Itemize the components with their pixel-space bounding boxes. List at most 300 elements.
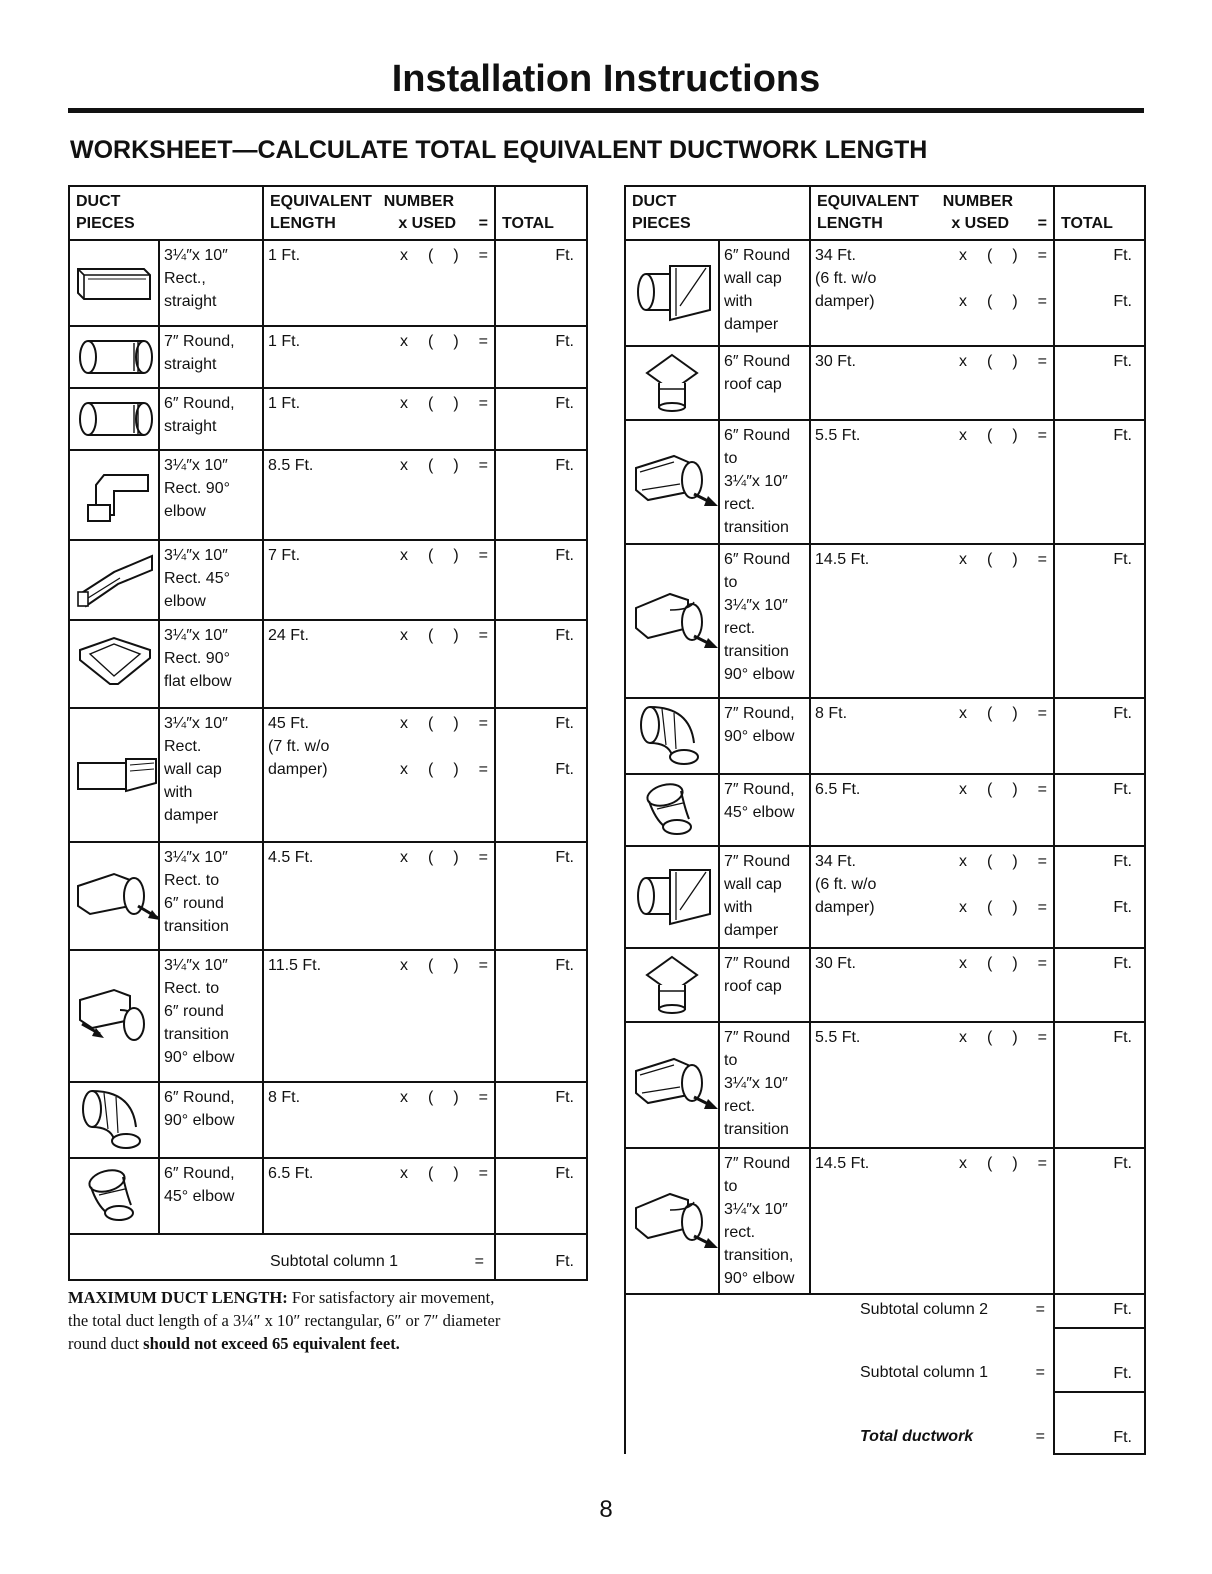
piece-icon-cell bbox=[625, 1148, 719, 1294]
equals-sign: = bbox=[478, 627, 488, 644]
total-cell[interactable] bbox=[1054, 846, 1145, 948]
paren-open: ( bbox=[428, 849, 434, 866]
total-cell[interactable] bbox=[495, 240, 587, 326]
total-cell[interactable] bbox=[495, 450, 587, 540]
paren-open: ( bbox=[428, 247, 434, 264]
equals-sign: = bbox=[478, 1165, 488, 1182]
subtotal-line bbox=[630, 1361, 1049, 1384]
subtotal-label-cell bbox=[625, 1328, 1054, 1392]
equivalent-length: 5.5 Ft. bbox=[815, 427, 861, 444]
description-line: to bbox=[724, 574, 738, 591]
equivalent-length-cell bbox=[263, 1158, 495, 1234]
description-line: 45° elbow bbox=[724, 804, 795, 821]
round-to-rect-transition-elbow-icon bbox=[630, 1188, 714, 1254]
spacer bbox=[1059, 873, 1132, 896]
description-line: Rect. bbox=[164, 738, 202, 755]
times-sign: x bbox=[400, 333, 408, 350]
piece-description bbox=[719, 1022, 810, 1148]
total-unit: Ft. bbox=[555, 849, 574, 866]
total-unit: Ft. bbox=[1113, 853, 1132, 870]
piece-icon-cell bbox=[69, 620, 159, 708]
total-cell[interactable] bbox=[1054, 346, 1145, 420]
used-blank[interactable] bbox=[400, 244, 490, 267]
piece-description bbox=[719, 544, 810, 698]
times-sign: x bbox=[959, 705, 967, 722]
description-line: wall cap bbox=[724, 876, 782, 893]
paren-close: ) bbox=[1012, 1029, 1018, 1046]
equals-sign: = bbox=[478, 395, 488, 412]
header-total: TOTAL bbox=[495, 186, 587, 240]
header-duct: DUCT bbox=[76, 193, 121, 210]
description-line: 6″ Round bbox=[724, 353, 791, 370]
total-unit: Ft. bbox=[555, 1165, 574, 1182]
description-line: straight bbox=[164, 356, 217, 373]
total-cell[interactable] bbox=[1054, 1022, 1145, 1148]
length-line bbox=[815, 350, 1049, 373]
paren-open: ( bbox=[987, 781, 993, 798]
paren-open: ( bbox=[987, 1155, 993, 1172]
description-line: 90° elbow bbox=[724, 728, 795, 745]
equivalent-length-cell bbox=[263, 540, 495, 620]
header-equals: = bbox=[1037, 215, 1047, 232]
paren-open: ( bbox=[987, 705, 993, 722]
total-ductwork-label: Total ductwork bbox=[860, 1428, 974, 1445]
equals-sign: = bbox=[1037, 247, 1047, 264]
paren-open: ( bbox=[428, 715, 434, 732]
piece-description bbox=[159, 1082, 263, 1158]
total-cell[interactable] bbox=[1054, 420, 1145, 544]
description-line: with bbox=[724, 899, 753, 916]
total-unit: Ft. bbox=[555, 1089, 574, 1106]
description-line: to bbox=[724, 450, 738, 467]
total-unit: Ft. bbox=[555, 627, 574, 644]
duct-piece-row bbox=[625, 1148, 1145, 1294]
total-cell[interactable] bbox=[1054, 240, 1145, 346]
description-line: 6″ round bbox=[164, 895, 224, 912]
duct-piece-row bbox=[69, 1158, 587, 1234]
used-blank[interactable] bbox=[959, 244, 1049, 267]
paren-open: ( bbox=[428, 1089, 434, 1106]
duct-piece-row bbox=[69, 950, 587, 1082]
piece-icon-cell bbox=[625, 698, 719, 774]
used-blank[interactable] bbox=[959, 350, 1049, 373]
piece-description bbox=[159, 240, 263, 326]
equivalent-length: 6.5 Ft. bbox=[268, 1165, 314, 1182]
description-line: 3¼″x 10″ bbox=[724, 1075, 788, 1092]
used-blank[interactable] bbox=[400, 846, 490, 869]
length-line bbox=[268, 735, 490, 758]
total-unit: Ft. bbox=[555, 957, 574, 974]
subtotal-total-cell[interactable] bbox=[495, 1234, 587, 1280]
rect-to-round-transition-icon bbox=[74, 866, 154, 926]
total-cell[interactable] bbox=[495, 708, 587, 842]
used-blank[interactable] bbox=[400, 454, 490, 477]
equivalent-length: 34 Ft. bbox=[815, 247, 856, 264]
duct-piece-row bbox=[625, 698, 1145, 774]
subtotal-label: Subtotal column 2 bbox=[860, 1301, 989, 1318]
used-blank[interactable] bbox=[400, 758, 490, 781]
equals-sign: = bbox=[1035, 1428, 1045, 1445]
piece-description bbox=[719, 1148, 810, 1294]
duct-piece-row bbox=[69, 450, 587, 540]
total-unit: Ft. bbox=[1113, 1365, 1132, 1382]
header-number: NUMBER bbox=[383, 193, 454, 210]
paren-open: ( bbox=[428, 1165, 434, 1182]
paren-close: ) bbox=[453, 627, 459, 644]
used-blank[interactable] bbox=[400, 712, 490, 735]
description-line: straight bbox=[164, 293, 217, 310]
used-blank[interactable] bbox=[400, 624, 490, 647]
equivalent-length-cell bbox=[810, 240, 1054, 346]
paren-open: ( bbox=[987, 1029, 993, 1046]
equivalent-length: 14.5 Ft. bbox=[815, 1155, 870, 1172]
length-line bbox=[268, 244, 490, 267]
times-sign: x bbox=[400, 1165, 408, 1182]
description-line: 6″ Round bbox=[724, 551, 791, 568]
length-line bbox=[268, 712, 490, 735]
header-x-used: x USED bbox=[398, 215, 457, 232]
used-blank[interactable] bbox=[959, 1026, 1049, 1049]
length-line bbox=[268, 392, 490, 415]
piece-description bbox=[159, 1158, 263, 1234]
equals-sign: = bbox=[1037, 781, 1047, 798]
length-line bbox=[815, 952, 1049, 975]
paren-open: ( bbox=[987, 899, 993, 916]
total-unit: Ft. bbox=[1113, 247, 1132, 264]
description-line: Rect. to bbox=[164, 872, 220, 889]
equivalent-length-cell bbox=[263, 450, 495, 540]
paren-open: ( bbox=[987, 293, 993, 310]
paren-close: ) bbox=[453, 849, 459, 866]
total-cell[interactable] bbox=[1054, 948, 1145, 1022]
rect-straight-duct-icon bbox=[74, 261, 154, 305]
piece-icon-cell bbox=[69, 1158, 159, 1234]
total-unit: Ft. bbox=[555, 333, 574, 350]
subtotal-label: Subtotal column 1 bbox=[860, 1364, 989, 1381]
times-sign: x bbox=[959, 293, 967, 310]
times-sign: x bbox=[959, 551, 967, 568]
piece-description bbox=[719, 698, 810, 774]
subtotal-line bbox=[630, 1298, 1049, 1321]
used-blank[interactable] bbox=[400, 392, 490, 415]
description-line: 6″ Round bbox=[724, 427, 791, 444]
total-cell[interactable] bbox=[495, 620, 587, 708]
used-blank[interactable] bbox=[959, 290, 1049, 313]
equals-sign: = bbox=[478, 333, 488, 350]
rect-flat-elbow-icon bbox=[74, 634, 154, 694]
equals-sign: = bbox=[1037, 1029, 1047, 1046]
description-line: to bbox=[724, 1052, 738, 1069]
used-blank[interactable] bbox=[959, 778, 1049, 801]
piece-icon-cell bbox=[625, 420, 719, 544]
paren-close: ) bbox=[1012, 427, 1018, 444]
total-unit: Ft. bbox=[555, 247, 574, 264]
worksheet-table-right bbox=[624, 185, 1146, 1455]
total-cell[interactable] bbox=[1054, 774, 1145, 846]
length-line bbox=[815, 702, 1049, 725]
header-equivalent: EQUIVALENT bbox=[817, 193, 919, 210]
header-line2 bbox=[270, 213, 488, 235]
times-sign: x bbox=[400, 1089, 408, 1106]
paren-close: ) bbox=[1012, 551, 1018, 568]
equivalent-length: 45 Ft. bbox=[268, 715, 309, 732]
equivalent-length-cell bbox=[810, 420, 1054, 544]
paren-close: ) bbox=[453, 761, 459, 778]
subtotal-line bbox=[630, 1425, 1049, 1448]
duct-piece-row bbox=[625, 948, 1145, 1022]
description-line: straight bbox=[164, 418, 217, 435]
piece-icon-cell bbox=[69, 842, 159, 950]
times-sign: x bbox=[400, 715, 408, 732]
header-line1 bbox=[817, 191, 1047, 213]
equivalent-length: 34 Ft. bbox=[815, 853, 856, 870]
rect-45-elbow-icon bbox=[74, 550, 154, 610]
total-cell[interactable] bbox=[1054, 698, 1145, 774]
subtotal-line bbox=[74, 1250, 490, 1273]
used-blank[interactable] bbox=[959, 850, 1049, 873]
paren-close: ) bbox=[453, 957, 459, 974]
piece-description bbox=[719, 948, 810, 1022]
piece-icon-cell bbox=[625, 240, 719, 346]
subtotal-row bbox=[625, 1328, 1145, 1392]
equivalent-length: 7 Ft. bbox=[268, 547, 301, 564]
paren-close: ) bbox=[453, 247, 459, 264]
piece-description bbox=[719, 346, 810, 420]
subtotal-label: Subtotal column 1 bbox=[270, 1253, 399, 1270]
total-cell[interactable] bbox=[495, 388, 587, 450]
subtotal-total-cell[interactable] bbox=[1054, 1392, 1145, 1454]
subtotal-total-cell[interactable] bbox=[1054, 1294, 1145, 1328]
equals-sign: = bbox=[1037, 293, 1047, 310]
subtotal-label-cell bbox=[625, 1294, 1054, 1328]
times-sign: x bbox=[400, 957, 408, 974]
piece-icon-cell bbox=[625, 948, 719, 1022]
header-row bbox=[69, 186, 587, 240]
note-lead: MAXIMUM DUCT LENGTH: bbox=[68, 1288, 288, 1307]
piece-icon-cell bbox=[69, 326, 159, 388]
paren-open: ( bbox=[987, 551, 993, 568]
total-cell[interactable] bbox=[495, 540, 587, 620]
times-sign: x bbox=[959, 247, 967, 264]
times-sign: x bbox=[400, 457, 408, 474]
total-unit: Ft. bbox=[1113, 705, 1132, 722]
total-cell[interactable] bbox=[495, 1158, 587, 1234]
duct-piece-row bbox=[69, 240, 587, 326]
total-unit: Ft. bbox=[1113, 1301, 1132, 1318]
equivalent-length-cell bbox=[263, 950, 495, 1082]
description-line: elbow bbox=[164, 503, 206, 520]
page-title: Installation Instructions bbox=[391, 58, 821, 100]
used-blank[interactable] bbox=[959, 424, 1049, 447]
description-line: 7″ Round bbox=[724, 1029, 791, 1046]
piece-icon-cell bbox=[625, 346, 719, 420]
description-line: roof cap bbox=[724, 376, 782, 393]
equivalent-length-cell bbox=[263, 388, 495, 450]
equivalent-length-note: damper) bbox=[815, 293, 875, 310]
total-unit: Ft. bbox=[555, 761, 574, 778]
rect-to-round-transition-elbow-icon bbox=[74, 984, 154, 1048]
note-text: For satisfactory air movement, the total duct length of a 3¼″ x 10″ rectangular, 6″ or 7″ diameter round duct bbox=[68, 1288, 501, 1353]
length-line bbox=[268, 1086, 490, 1109]
length-line bbox=[268, 1162, 490, 1185]
paren-open: ( bbox=[428, 333, 434, 350]
piece-icon-cell bbox=[69, 388, 159, 450]
used-blank[interactable] bbox=[400, 954, 490, 977]
description-line: 90° elbow bbox=[724, 1270, 795, 1287]
description-line: 7″ Round bbox=[724, 955, 791, 972]
total-cell[interactable] bbox=[1054, 1148, 1145, 1294]
subtotal-row bbox=[69, 1234, 587, 1280]
equals-sign: = bbox=[478, 761, 488, 778]
header-duct: DUCT bbox=[632, 193, 677, 210]
equivalent-length-note: (7 ft. w/o bbox=[268, 738, 330, 755]
description-line: elbow bbox=[164, 593, 206, 610]
description-line: transition bbox=[724, 519, 789, 536]
length-line bbox=[815, 873, 1049, 896]
description-line: Rect. 45° bbox=[164, 570, 230, 587]
paren-close: ) bbox=[1012, 705, 1018, 722]
length-line bbox=[268, 758, 490, 781]
total-unit: Ft. bbox=[1113, 293, 1132, 310]
description-line: 3¼″x 10″ bbox=[724, 473, 788, 490]
description-line: 3¼″x 10″ bbox=[164, 247, 228, 264]
times-sign: x bbox=[959, 1155, 967, 1172]
piece-icon-cell bbox=[69, 240, 159, 326]
round-45-elbow-icon bbox=[74, 1165, 154, 1227]
length-line bbox=[815, 424, 1049, 447]
description-line: 3¼″x 10″ bbox=[164, 715, 228, 732]
equals-sign: = bbox=[1037, 551, 1047, 568]
description-line: rect. bbox=[724, 1224, 756, 1241]
total-unit: Ft. bbox=[1113, 899, 1132, 916]
round-to-rect-transition-icon bbox=[630, 450, 714, 514]
piece-description bbox=[159, 326, 263, 388]
total-cell[interactable] bbox=[1054, 544, 1145, 698]
equivalent-length: 8.5 Ft. bbox=[268, 457, 314, 474]
description-line: 7″ Round bbox=[724, 853, 791, 870]
piece-icon-cell bbox=[625, 1022, 719, 1148]
spacer bbox=[1059, 267, 1132, 290]
times-sign: x bbox=[400, 849, 408, 866]
total-unit: Ft. bbox=[1113, 1429, 1132, 1446]
description-line: 7″ Round bbox=[724, 1155, 791, 1172]
rect-90-elbow-icon bbox=[74, 465, 154, 525]
description-line: with bbox=[164, 784, 193, 801]
equals-sign: = bbox=[474, 1253, 484, 1270]
equivalent-length: 30 Ft. bbox=[815, 955, 856, 972]
times-sign: x bbox=[959, 1029, 967, 1046]
equivalent-length-cell bbox=[810, 1022, 1054, 1148]
used-blank[interactable] bbox=[959, 896, 1049, 919]
equals-sign: = bbox=[1037, 853, 1047, 870]
total-unit: Ft. bbox=[1113, 1155, 1132, 1172]
title-rule bbox=[68, 108, 1144, 113]
header-length-used bbox=[810, 186, 1054, 240]
piece-description bbox=[719, 420, 810, 544]
duct-piece-row bbox=[625, 544, 1145, 698]
total-cell[interactable] bbox=[495, 1082, 587, 1158]
paren-open: ( bbox=[987, 353, 993, 370]
description-line: 6″ Round, bbox=[164, 395, 235, 412]
total-cell[interactable] bbox=[495, 842, 587, 950]
equals-sign: = bbox=[478, 715, 488, 732]
round-90-elbow-icon bbox=[74, 1087, 154, 1153]
description-line: roof cap bbox=[724, 978, 782, 995]
equivalent-length-cell bbox=[263, 620, 495, 708]
equivalent-length: 24 Ft. bbox=[268, 627, 309, 644]
description-line: Rect., bbox=[164, 270, 206, 287]
description-line: 3¼″x 10″ bbox=[164, 957, 228, 974]
equivalent-length-note: damper) bbox=[268, 761, 328, 778]
description-line: 3¼″x 10″ bbox=[164, 849, 228, 866]
description-line: 45° elbow bbox=[164, 1188, 235, 1205]
description-line: 90° elbow bbox=[724, 666, 795, 683]
header-equivalent: EQUIVALENT bbox=[270, 193, 372, 210]
header-row bbox=[625, 186, 1145, 240]
length-line bbox=[268, 624, 490, 647]
description-line: 7″ Round, bbox=[164, 333, 235, 350]
used-blank[interactable] bbox=[400, 330, 490, 353]
equals-sign: = bbox=[478, 247, 488, 264]
piece-description bbox=[719, 240, 810, 346]
times-sign: x bbox=[959, 353, 967, 370]
equivalent-length: 8 Ft. bbox=[815, 705, 848, 722]
equals-sign: = bbox=[1035, 1364, 1045, 1381]
piece-description bbox=[159, 842, 263, 950]
equals-sign: = bbox=[478, 1089, 488, 1106]
paren-open: ( bbox=[987, 427, 993, 444]
duct-piece-row bbox=[69, 620, 587, 708]
equivalent-length: 11.5 Ft. bbox=[268, 957, 322, 974]
description-line: rect. bbox=[724, 1098, 756, 1115]
header-length: LENGTH bbox=[270, 215, 336, 232]
paren-open: ( bbox=[428, 957, 434, 974]
paren-close: ) bbox=[1012, 247, 1018, 264]
used-blank[interactable] bbox=[959, 1152, 1049, 1175]
used-blank[interactable] bbox=[400, 1086, 490, 1109]
used-blank[interactable] bbox=[959, 548, 1049, 571]
used-blank[interactable] bbox=[400, 544, 490, 567]
spacer bbox=[500, 735, 574, 758]
total-cell[interactable] bbox=[495, 326, 587, 388]
description-line: transition bbox=[724, 643, 789, 660]
equivalent-length: 30 Ft. bbox=[815, 353, 856, 370]
total-cell[interactable] bbox=[495, 950, 587, 1082]
roof-cap-icon bbox=[630, 351, 714, 415]
total-unit: Ft. bbox=[1113, 551, 1132, 568]
duct-piece-row bbox=[625, 240, 1145, 346]
description-line: 3¼″x 10″ bbox=[724, 1201, 788, 1218]
subtotal-total-cell[interactable] bbox=[1054, 1328, 1145, 1392]
equals-sign: = bbox=[478, 957, 488, 974]
header-equals: = bbox=[478, 215, 488, 232]
used-blank[interactable] bbox=[400, 1162, 490, 1185]
description-line: 7″ Round, bbox=[724, 781, 795, 798]
piece-description bbox=[159, 540, 263, 620]
subtotal-row bbox=[625, 1392, 1145, 1454]
roof-cap-icon bbox=[630, 953, 714, 1017]
used-blank[interactable] bbox=[959, 702, 1049, 725]
equivalent-length-cell bbox=[810, 544, 1054, 698]
equivalent-length-cell bbox=[810, 698, 1054, 774]
piece-description bbox=[719, 846, 810, 948]
paren-close: ) bbox=[453, 457, 459, 474]
description-line: flat elbow bbox=[164, 673, 232, 690]
header-duct-pieces bbox=[625, 186, 810, 240]
description-line: 3¼″x 10″ bbox=[164, 547, 228, 564]
length-line bbox=[268, 544, 490, 567]
used-blank[interactable] bbox=[959, 952, 1049, 975]
